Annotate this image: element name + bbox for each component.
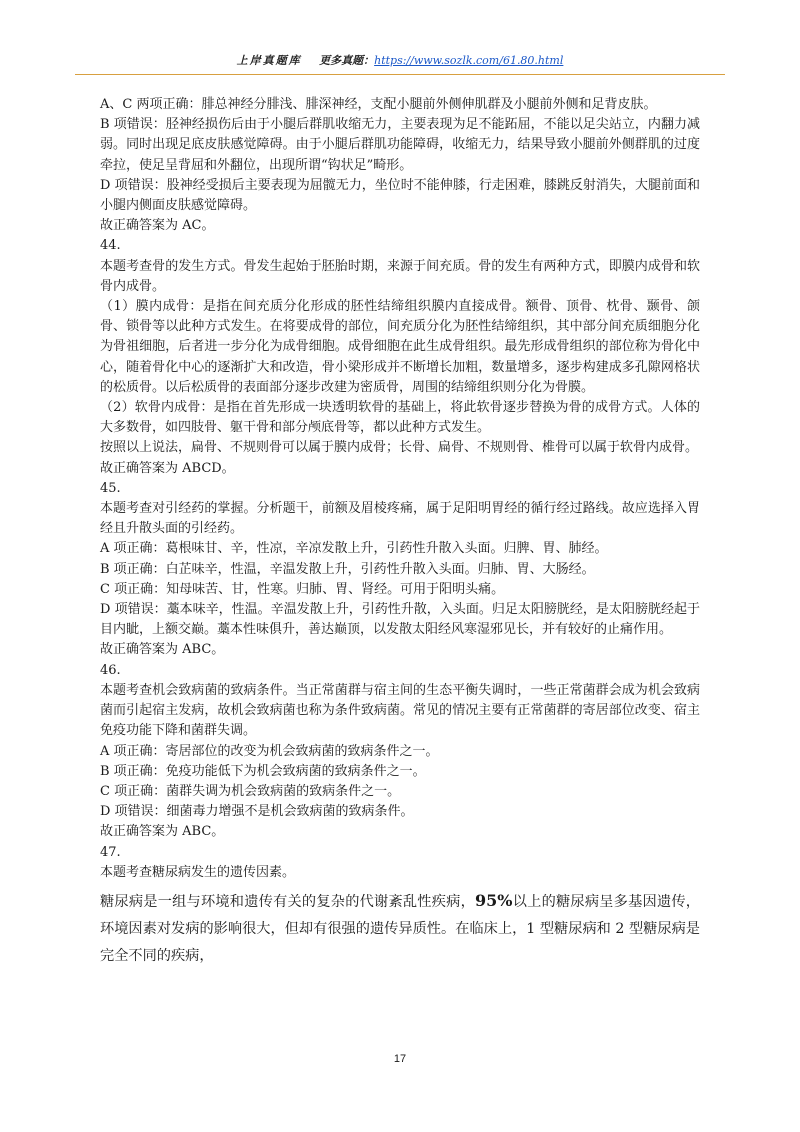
- option-line: D 项错误：细菌毒力增强不是机会致病菌的致病条件。: [100, 804, 414, 820]
- paragraph: B 项错误：胫神经损伤后由于小腿后群肌收缩无力，主要表现为足不能跖屈，不能以足尖站立，内翻力减弱。同时出现足底皮肤感觉障碍。由于小腿后群肌功能障碍，收缩无力，结果导致小腿前外侧群肌的过度牵拉，使足呈背屈和外翻位，出现所谓“钩状足”畸形。: [100, 117, 700, 173]
- question-number: 45.: [100, 480, 121, 496]
- text-after: 以上的糖尿病呈多基因遗传，环境因素对发病的影响很大，但却有很强的遗传异质性。在临床上，1 型糖尿病和 2 型糖尿病是完全不同的疾病，: [100, 893, 700, 964]
- page-number: 17: [393, 1053, 407, 1065]
- answer-line: 故正确答案为 ABC。: [100, 642, 225, 658]
- source-link[interactable]: https://www.sozlk.com/61.80.html: [374, 54, 564, 67]
- option-line: A 项正确：葛根味甘、辛，性凉，辛凉发散上升，引药性升散入头面。归脾、胃、肺经。: [100, 541, 608, 557]
- paragraph: A、C 两项正确：腓总神经分腓浅、腓深神经，支配小腿前外侧伸肌群及小腿前外侧和足背皮肤。: [100, 97, 657, 112]
- answer-line: 故正确答案为 ABCD。: [100, 460, 235, 476]
- paragraph: （2）软骨内成骨：是指在首先形成一块透明软骨的基础上，将此软骨逐步替换为骨的成骨方式。人体的大多数骨，如四肢骨、躯干骨和部分颅底骨等，都以此种方式发生。: [100, 400, 700, 436]
- option-line: D 项错误：藁本味辛，性温。辛温发散上升，引药性升散，入头面。归足太阳膀胱经，是太阳膀胱经起于目内眦，上额交巅。藁本性味俱升，善达巅顶，以发散太阳经风寒湿邪见长，并有较好的止痛作用。: [100, 602, 700, 638]
- answer-line: 故正确答案为 AC。: [100, 218, 215, 234]
- option-line: B 项正确：免疫功能低下为机会致病菌的致病条件之一。: [100, 763, 426, 779]
- question-number: 46.: [100, 662, 121, 678]
- paragraph: 本题考查机会致病菌的致病条件。当正常菌群与宿主间的生态平衡失调时，一些正常菌群会成为机会致病菌而引起宿主发病，故机会致病菌也称为条件致病菌。常见的情况主要有正常菌群的寄居部位改变、宿主免疫功能下降和菌群失调。: [100, 682, 700, 739]
- paragraph-diabetes: [100, 887, 700, 970]
- question-number: 44.: [100, 238, 121, 254]
- paragraph: 按照以上说法，扁骨、不规则骨可以属于膜内成骨；长骨、扁骨、不规则骨、椎骨可以属于软骨内成骨。: [100, 440, 699, 456]
- answer-line: 故正确答案为 ABC。: [100, 824, 225, 840]
- option-line: B 项正确：白芷味辛，性温，辛温发散上升，引药性升散入头面。归肺、胃、大肠经。: [100, 561, 595, 577]
- paragraph: 本题考查糖尿病发生的遗传因素。: [100, 864, 296, 880]
- more-label: 更多真题：: [319, 54, 375, 67]
- question-number: 47.: [100, 844, 121, 860]
- paragraph: 本题考查对引经药的掌握。分析题干，前额及眉棱疼痛，属于足阳明胃经的循行经过路线。故应选择入胃经且升散头面的引经药。: [100, 501, 700, 537]
- paragraph: D 项错误：股神经受损后主要表现为屈髋无力，坐位时不能伸膝，行走困难，膝跳反射消失，大腿前面和小腿内侧面皮肤感觉障碍。: [100, 177, 700, 214]
- page-header: [75, 52, 725, 75]
- paragraph: （1）膜内成骨：是指在间充质分化形成的胚性结缔组织膜内直接成骨。额骨、顶骨、枕骨、颞骨、颌骨、锁骨等以此种方式发生。在将要成骨的部位，间充质分化为胚性结缔组织，其中部分间充质细胞分化为骨祖细胞，后者进一步分化为成骨细胞。成骨细胞在此生成骨组织。最先形成骨组织的部位称为骨化中心，随着骨化中心的逐渐扩大和改造，骨小梁形成并不断增长加粗，数量增多，逐步构建成多孔隙网格状的松质骨。以后松质骨的表面部分逐步改建为密质骨，周围的结缔组织则分化为骨膜。: [100, 299, 700, 395]
- option-line: C 项正确：菌群失调为机会致病菌的致病条件之一。: [100, 783, 401, 799]
- option-line: C 项正确：知母味苦、甘，性寒。归肺、胃、肾经。可用于阳明头痛。: [100, 581, 505, 597]
- text-before: 糖尿病是一组与环境和遗传有关的复杂的代谢紊乱性疾病，: [100, 893, 476, 910]
- document-body: [100, 95, 700, 970]
- site-name: 上岸真题库: [236, 54, 302, 67]
- option-line: A 项正确：寄居部位的改变为机会致病菌的致病条件之一。: [100, 743, 439, 759]
- paragraph: 本题考查骨的发生方式。骨发生起始于胚胎时期，来源于间充质。骨的发生有两种方式，即膜内成骨和软骨内成骨。: [100, 258, 700, 294]
- percent-value: 95%: [475, 890, 513, 910]
